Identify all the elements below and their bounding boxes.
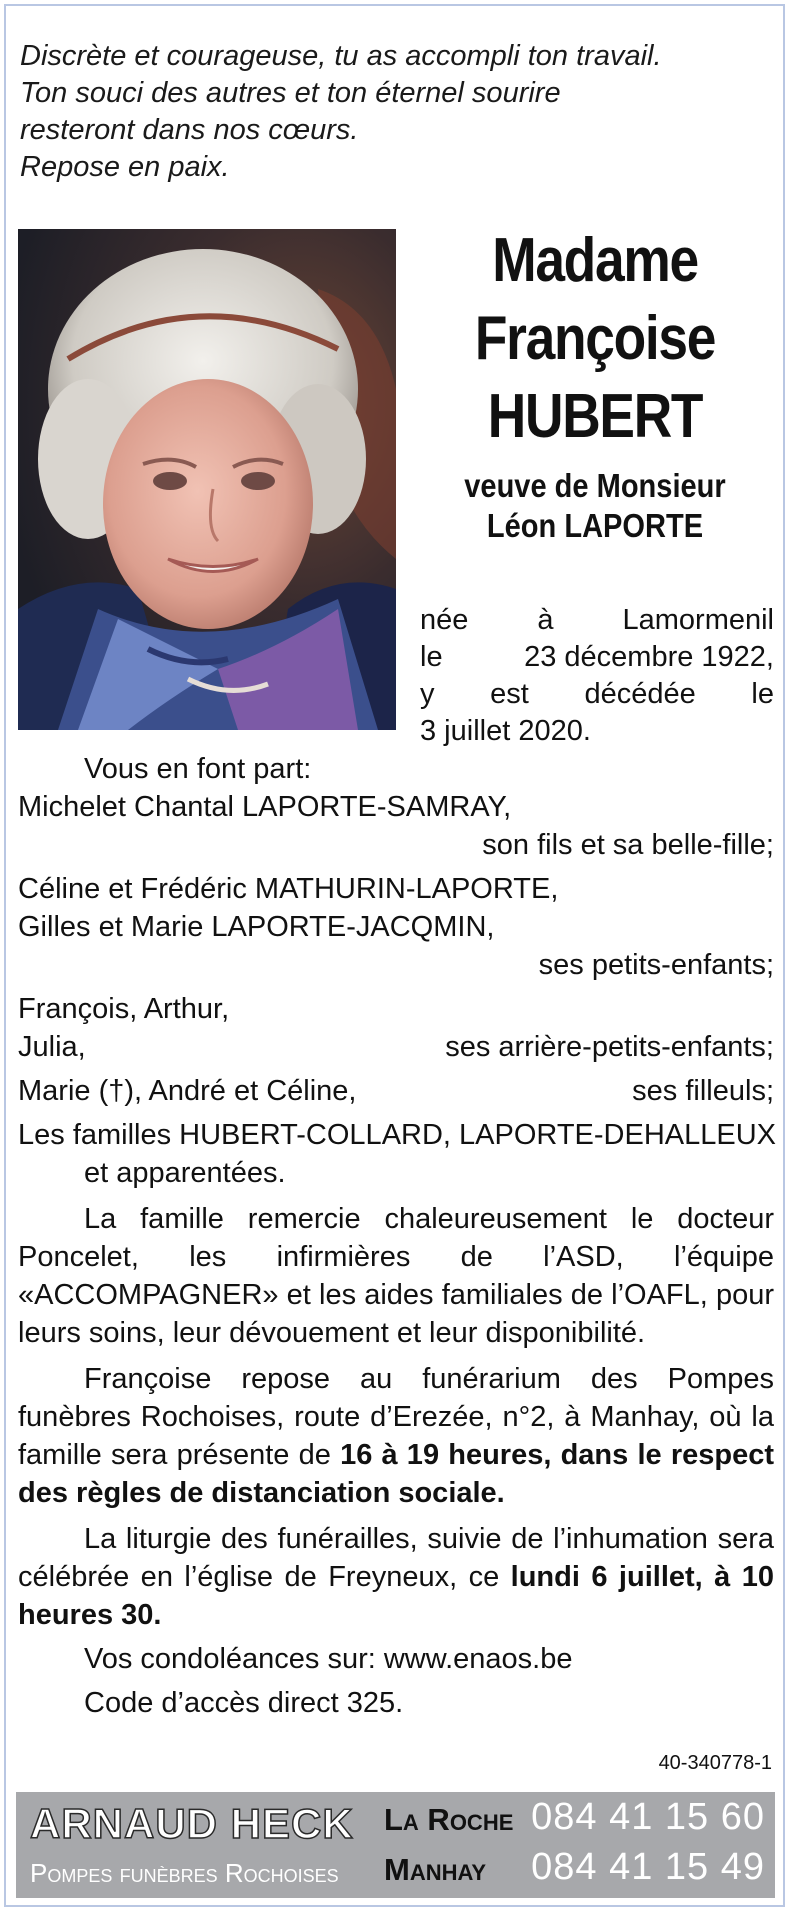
thanks-paragraph: La famille remercie chaleureusement le docteur Poncelet, les infirmières de l’ASD, l’équipe «ACCOMPAGNER» et les aides familiales de l’OAFL, pour leurs soins, leur dévouement et leur disponibilité. bbox=[18, 1203, 774, 1349]
phone-manhay: 084 41 15 49 bbox=[531, 1846, 765, 1888]
poem-line: Discrète et courageuse, tu as accompli ton travail. bbox=[20, 40, 662, 72]
funeral-home-subtitle: Pompes funèbres Rochoises bbox=[30, 1858, 339, 1888]
birth-word: le bbox=[751, 678, 774, 710]
town-manhay: Manhay bbox=[384, 1852, 487, 1887]
family-godchildren-role: ses filleuls; bbox=[632, 1075, 774, 1107]
portrait-photo bbox=[18, 229, 396, 730]
family-great-grandchildren-role: ses arrière-petits-enfants; bbox=[445, 1031, 774, 1063]
poem bbox=[20, 38, 760, 186]
funeral-home-name: ARNAUD HECK bbox=[30, 1800, 354, 1847]
phone-la-roche: 084 41 15 60 bbox=[531, 1796, 765, 1838]
family-related: et apparentées. bbox=[84, 1157, 286, 1189]
death-date: 3 juillet 2020. bbox=[420, 715, 591, 747]
deceased-name-block bbox=[410, 222, 780, 546]
birth-death-info bbox=[420, 602, 774, 750]
family-godchildren: Marie (†), André et Céline, bbox=[18, 1075, 357, 1107]
funeral-date: lundi 6 juillet, à 10 heures 30. bbox=[18, 1561, 774, 1631]
liturgy-paragraph: La liturgie des funérailles, suivie de l’inhumation sera célébrée en l’église de Freyneux, ce lundi 6 juillet, à 10 heures 30. bbox=[18, 1523, 774, 1631]
funeral-home-banner bbox=[16, 1792, 775, 1898]
family-grandchild: Céline et Frédéric MATHURIN-LAPORTE, bbox=[18, 873, 559, 905]
family-intro: Vous en font part: bbox=[84, 753, 312, 785]
condolences-line: Vos condoléances sur: www.enaos.be bbox=[84, 1643, 573, 1675]
family-grandchild: Gilles et Marie LAPORTE-JACQMIN, bbox=[18, 911, 495, 943]
family-great-grandchild: Julia, bbox=[18, 1031, 86, 1063]
poem-line: resteront dans nos cœurs. bbox=[20, 114, 359, 146]
birth-word: décédée bbox=[584, 678, 696, 710]
birth-word: est bbox=[490, 678, 529, 710]
birth-word: à bbox=[537, 604, 554, 636]
reference-number: 40-340778-1 bbox=[658, 1752, 772, 1774]
family-families: Les familles HUBERT-COLLARD, LAPORTE-DEHALLEUX bbox=[18, 1119, 776, 1151]
name-line: Madame bbox=[492, 226, 698, 295]
visiting-hours: 16 à 19 heures, dans le respect des règles de distanciation sociale. bbox=[18, 1439, 774, 1509]
family-great-grandchild: François, Arthur, bbox=[18, 993, 230, 1025]
birth-word: née bbox=[420, 604, 469, 636]
notice-body bbox=[18, 750, 774, 1722]
town-la-roche: La Roche bbox=[384, 1802, 514, 1837]
name-line: HUBERT bbox=[487, 382, 703, 451]
poem-line: Repose en paix. bbox=[20, 151, 230, 183]
widow-line: veuve de Monsieur bbox=[464, 467, 726, 504]
birth-word: le bbox=[420, 641, 443, 673]
family-grandchildren-role: ses petits-enfants; bbox=[538, 949, 774, 981]
birth-word: 23 décembre 1922, bbox=[524, 641, 774, 673]
access-code-line: Code d’accès direct 325. bbox=[84, 1687, 404, 1719]
repose-paragraph: Françoise repose au funérarium des Pompes funèbres Rochoises, route d’Erezée, n°2, à Manhay, où la famille sera présente de 16 à 19 heures, dans le respect des règles de distanciation sociale. bbox=[18, 1363, 774, 1509]
poem-line: Ton souci des autres et ton éternel sourire bbox=[20, 77, 561, 109]
family-son-role: son fils et sa belle-fille; bbox=[482, 829, 774, 861]
widow-line: Léon LAPORTE bbox=[486, 507, 704, 544]
birth-word: Lamormenil bbox=[622, 604, 774, 636]
birth-word: y bbox=[420, 678, 435, 710]
name-line: Françoise bbox=[474, 304, 716, 373]
family-son: Michelet Chantal LAPORTE-SAMRAY, bbox=[18, 791, 512, 823]
